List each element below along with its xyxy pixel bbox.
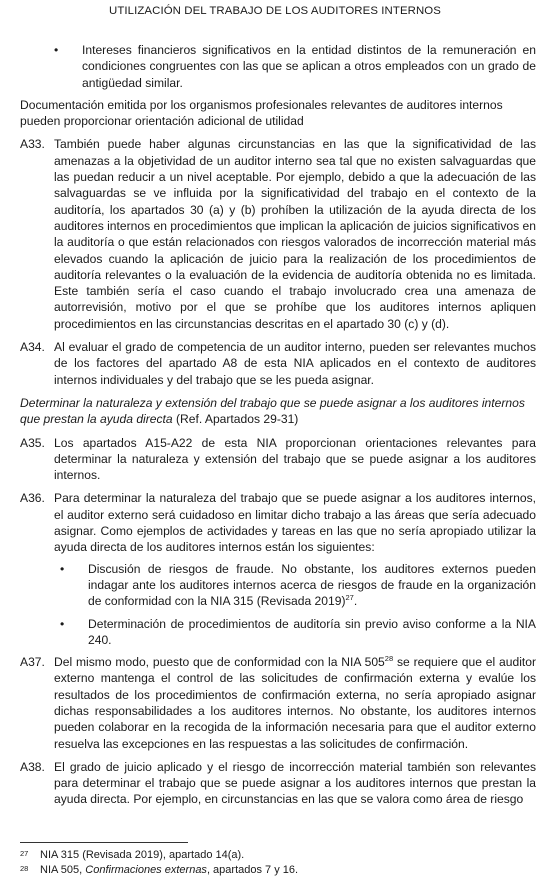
footnote xyxy=(20,848,530,863)
list-item xyxy=(54,616,536,649)
footnote-text-post: , apartados 7 y 16. xyxy=(206,864,299,876)
section-heading: Documentación emitida por los organismos profesionales relevantes de auditores internos pueden proporcionar orientación adicional de utilidad xyxy=(20,97,503,129)
paragraph-number: A33. xyxy=(20,137,45,152)
paragraph-a34 xyxy=(20,339,536,388)
subsection-heading-ref: (Ref. Apartados 29-31) xyxy=(172,412,299,427)
footnote-text-italic: Confirmaciones externas xyxy=(85,864,207,876)
footnote-text xyxy=(40,863,298,878)
footnote-text xyxy=(40,848,244,863)
bullet-text: Determinación de procedimientos de auditoría sin previo aviso conforme a la NIA 240. xyxy=(88,616,536,647)
paragraph-a33 xyxy=(20,136,536,332)
page-body xyxy=(20,42,536,815)
footnote-ref[interactable]: 28 xyxy=(384,654,394,664)
paragraph-number: A37. xyxy=(20,655,45,670)
paragraph-a36 xyxy=(20,490,536,555)
paragraph-text: Los apartados A15-A22 de esta NIA proporcionan orientaciones relevantes para determinar la naturaleza y extensión del trabajo que se puede asignar a los auditores internos. xyxy=(54,435,536,483)
paragraph-a37 xyxy=(20,654,536,752)
list-item xyxy=(54,561,536,610)
footnote-ref[interactable]: 27 xyxy=(345,593,354,603)
footnote xyxy=(20,863,530,878)
footnote-number: 28 xyxy=(20,864,29,873)
bullet-list xyxy=(20,561,536,648)
subsection-heading xyxy=(20,395,536,428)
footnotes xyxy=(20,848,530,878)
paragraph-a35 xyxy=(20,435,536,484)
subsection-heading-italic: Determinar la naturaleza y extensión del trabajo que se puede asignar a los auditores internos que prestan la ayuda directa xyxy=(20,395,525,427)
paragraph-text-post: se requiere que el auditor externo mantenga el control de las solicitudes de confirmación externa y evalúe los resultados de los procedimientos de confirmación externa, no sería apropiado asignar dichas responsabilidades a los auditores internos. No obstante, los auditores internos pueden colaborar en la recogida de la información necesaria para que el auditor externo resuelva las excepciones en las respuestas a las solicitudes de confirmación. xyxy=(54,655,537,751)
bullet-text: Intereses financieros significativos en la entidad distintos de la remuneración en condiciones congruentes con las que se aplican a otros empleados con un grado de antigüedad similar. xyxy=(82,43,536,90)
bullet-mark: • xyxy=(60,561,65,576)
footnote-text-pre: NIA 505, xyxy=(40,864,86,876)
paragraph-text: Para determinar la naturaleza del trabajo que se puede asignar a los auditores internos, el auditor externo será cuidadoso en limitar dicho trabajo a las áreas que sería adecuado asignar. Como ejemplos de actividades y tareas en las que no sería apropiado utilizar la ayuda directa de los auditores internos están los siguientes: xyxy=(54,491,536,555)
list-item xyxy=(20,42,536,91)
paragraph-a38 xyxy=(20,759,536,808)
paragraph-text: También puede haber algunas circunstancias en las que la significatividad de las amenazas a la objetividad de un auditor interno sea tal que no existen salvaguardas que las puedan reducir a un nivel aceptable. Por ejemplo, debido a que la adecuación de las salvaguardas se ve influida por la significatividad del trabajo en el contexto de la auditoría, los apartados 30 (a) y (b) prohíben la utilización de la ayuda directa de los auditores internos en procedimientos que implican la aplicación de juicios significativos en la auditoría o que están relacionados con riesgos valorados de incorrección material más elevados cuando la aplicación de juicio para la realización de los procedimientos de auditoría relevantes o la evaluación de la evidencia de auditoría obtenida no es limitada. Este también sería el caso cuando el trabajo involucrado crea una amenaza de autorrevisión, motivo por el que se prohíbe que los auditores internos apliquen procedimientos en las circunstancias descritas en el apartado 30 (c) y (d). xyxy=(54,137,537,331)
running-header: UTILIZACIÓN DEL TRABAJO DE LOS AUDITORES INTERNOS xyxy=(109,5,441,17)
bullet-mark: • xyxy=(54,43,59,57)
footnote-number: 27 xyxy=(20,849,29,858)
footnote-divider xyxy=(20,842,188,843)
paragraph-number: A38. xyxy=(20,759,45,774)
paragraph-number: A34. xyxy=(20,340,45,355)
footnote-text-pre: NIA 315 (Revisada 2019), apartado 14(a). xyxy=(40,849,245,861)
paragraph-text: Al evaluar el grado de competencia de un auditor interno, pueden ser relevantes muchos de los factores del apartado A8 de esta NIA aplicados en el contexto de auditores internos individuales y del trabajo que se les pueda asignar. xyxy=(54,340,536,387)
bullet-text xyxy=(88,561,536,610)
paragraph-text-pre: Del mismo modo, puesto que de conformidad con la NIA 505 xyxy=(54,655,385,670)
bullet-mark: • xyxy=(60,616,65,631)
bullet-text-tail: . xyxy=(353,594,358,609)
paragraph-number: A36. xyxy=(20,491,45,506)
paragraph-number: A35. xyxy=(20,435,45,450)
bullet-text-main: Discusión de riesgos de fraude. No obstante, los auditores externos pueden indagar ante los auditores internos acerca de riesgos de fraude en la organización de conformidad con la NIA 315 (Revisada 2019) xyxy=(88,561,536,609)
paragraph-text xyxy=(54,654,536,752)
paragraph-text: El grado de juicio aplicado y el riesgo de incorrección material también son relevantes para determinar el trabajo que se puede asignar a los auditores internos que prestan la ayuda directa. Por ejemplo, en circunstancias en las que se valora como área de riesgo xyxy=(54,759,536,807)
